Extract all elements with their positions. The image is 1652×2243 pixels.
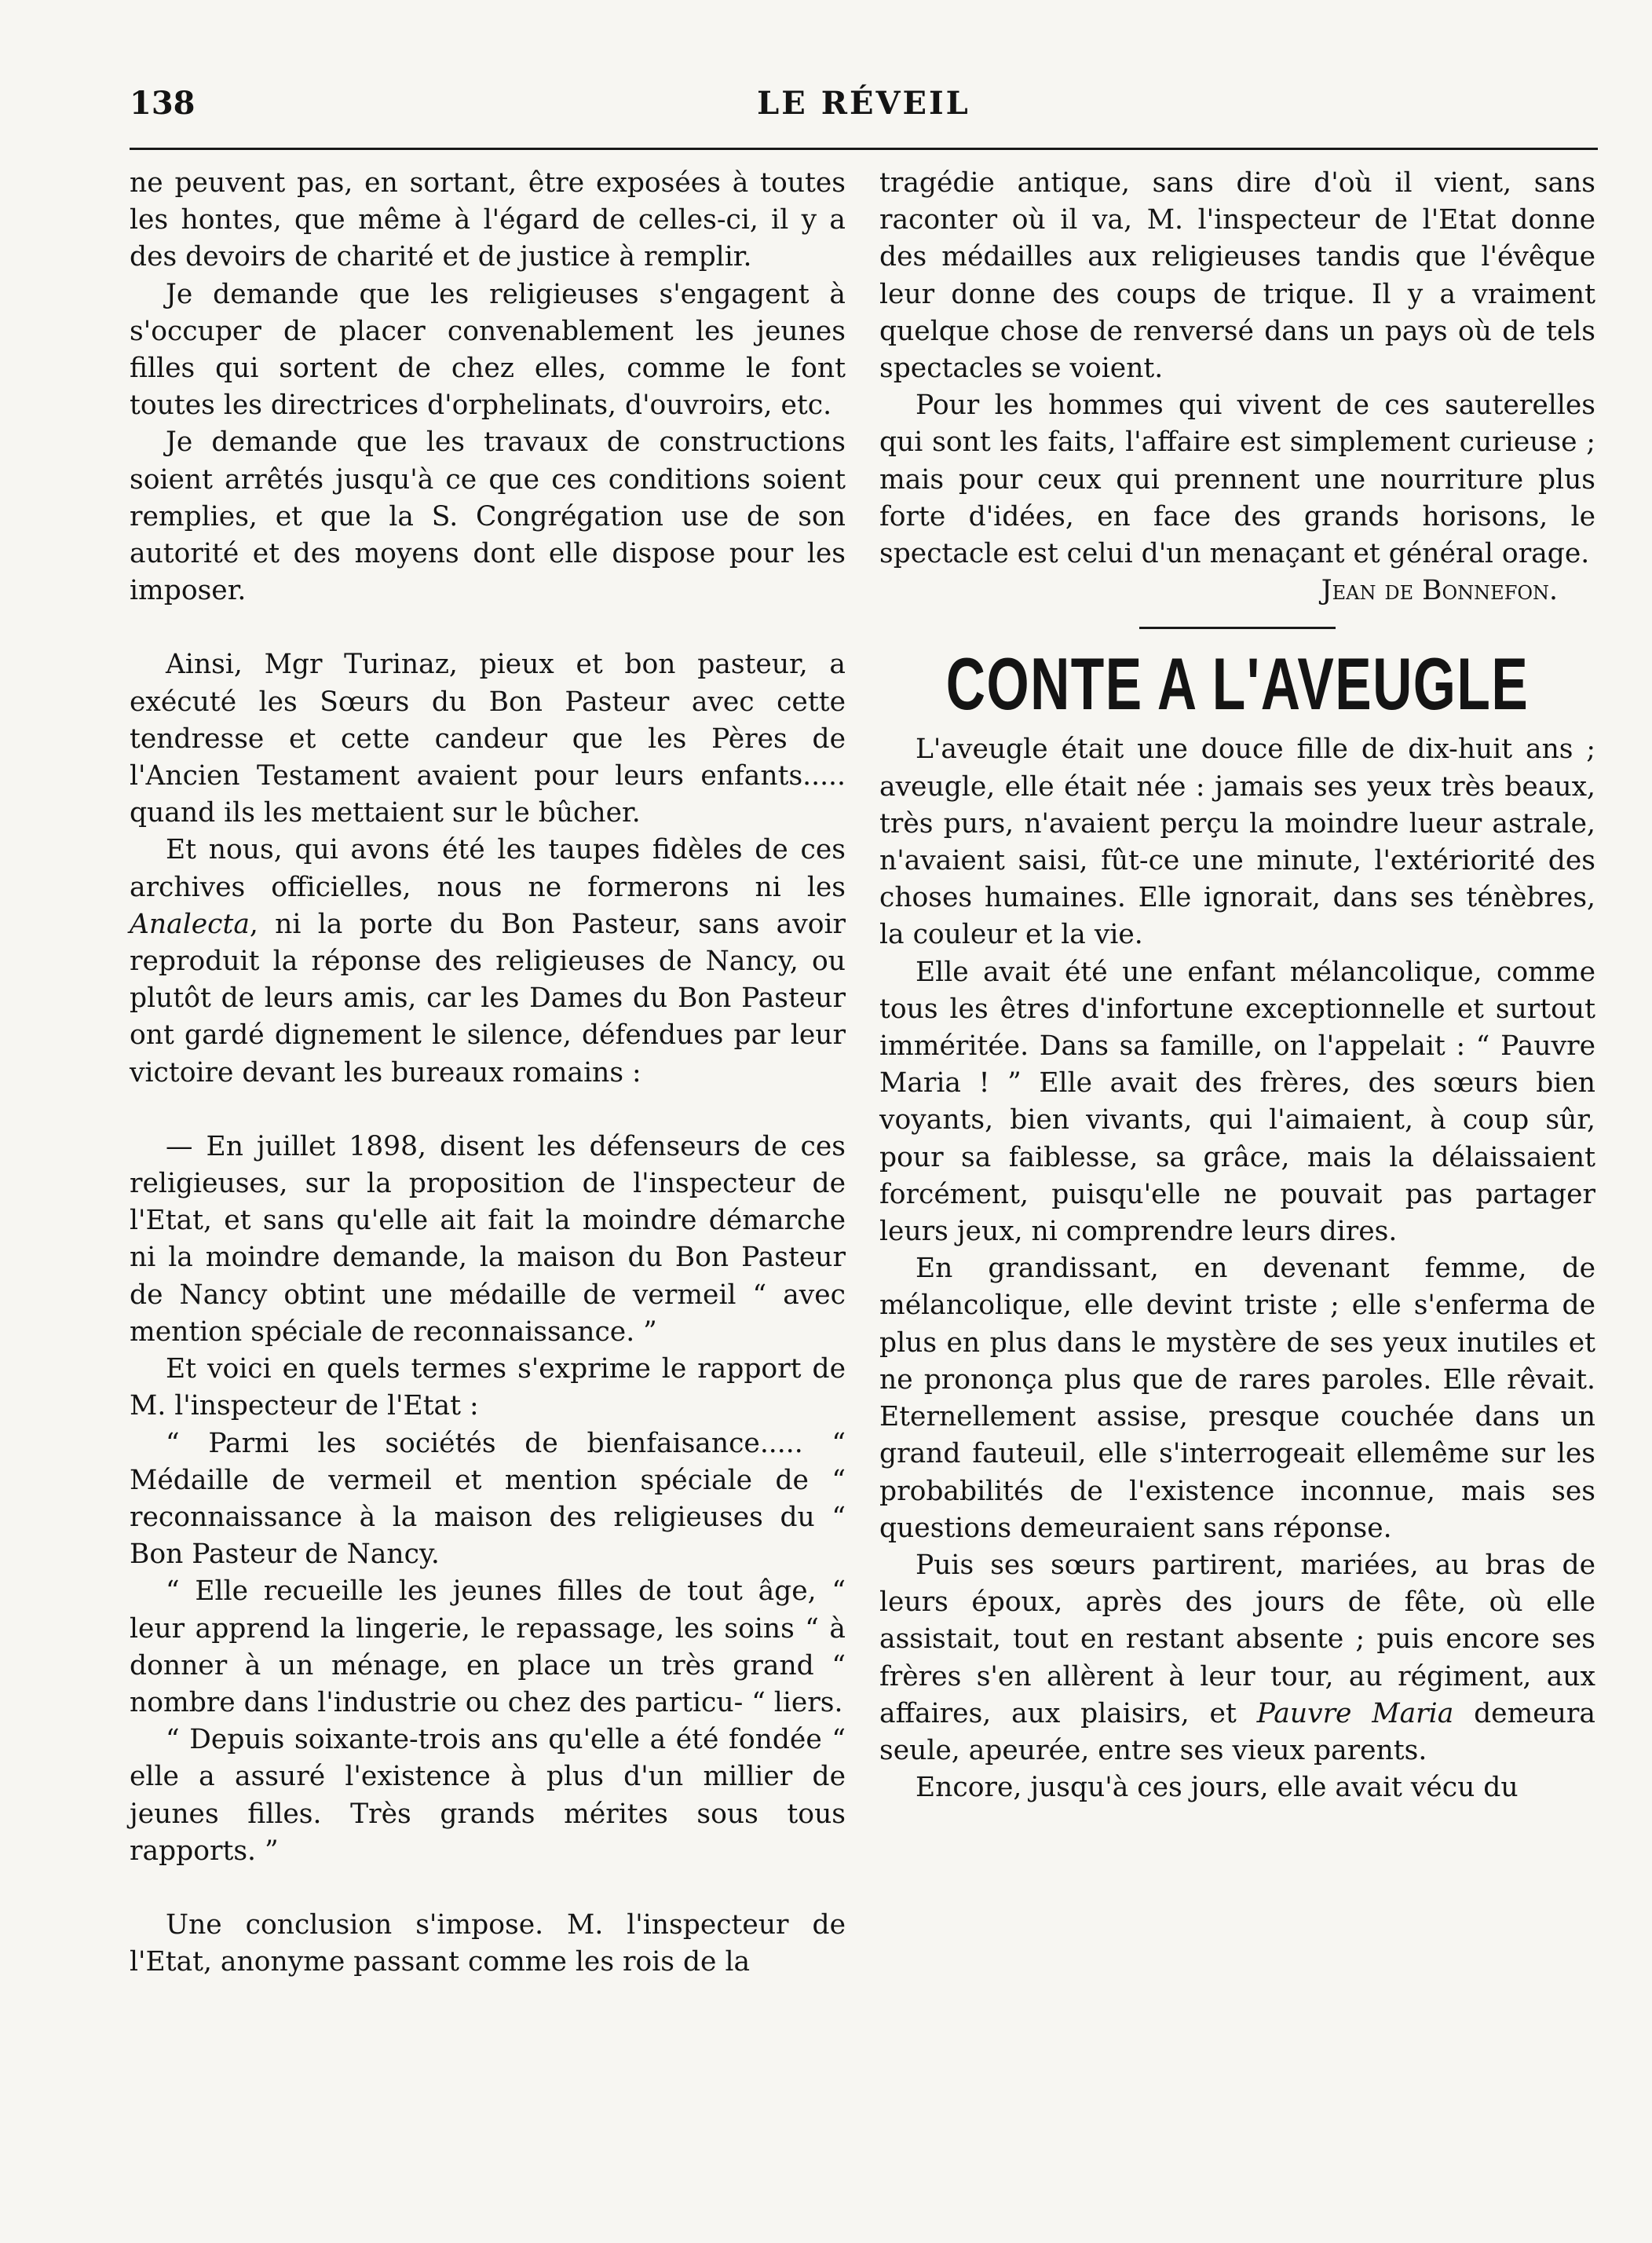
text-run: Et nous, qui avons été les taupes fidèles de ces archives officielles, nous ne formerons ni les <box>130 834 846 903</box>
page-header <box>130 85 1598 132</box>
section-divider <box>1139 627 1336 629</box>
paragraph: L'aveugle était une douce fille de dix-huit ans ; aveugle, elle était née : jamais ses yeux très beaux, très purs, n'avaient perçu la moindre lueur astrale, n'avaient saisi, fût-ce une minute, l'extériorité des choses humaines. Elle ignorait, dans ses ténèbres, la couleur et la vie. <box>879 734 1595 951</box>
paragraph: ne peuvent pas, en sortant, être exposées à toutes les hontes, que même à l'égard de celles-ci, il y a des devoirs de charité et de justice à remplir. <box>130 167 846 273</box>
paragraph: Je demande que les travaux de constructions soient arrêtés jusqu'à ce que ces conditions soient remplies, et que la S. Congrégation use de son autorité et des moyens dont elle dispose pour les imposer. <box>130 426 846 607</box>
paragraph: Encore, jusqu'à ces jours, elle avait vécu du <box>916 1772 1519 1804</box>
text-run: , ni la porte du Bon Pasteur, sans avoir reproduit la réponse des religieuses de Nancy, ou plutôt de leurs amis, car les Dames du Bon Pasteur ont gardé dignement le silence, défendues par leur victoire devant les bureaux romains : <box>130 908 846 1089</box>
paragraph: Et voici en quels termes s'exprime le rapport de M. l'inspecteur de l'Etat : <box>130 1353 846 1422</box>
italic-title: Analecta <box>130 908 250 940</box>
text-run: demeura seule, apeurée, entre ses vieux parents. <box>879 1697 1595 1766</box>
paragraph: En grandissant, en devenant femme, de mélancolique, elle devint triste ; elle s'enferma de plus en plus dans le mystère de ses yeux inutiles et ne prononça plus que de rares paroles. Elle rêvait. Eternellement assise, presque couchée dans un grand fauteuil, elle s'interrogeait ellemême sur les probabilités de l'existence inconnue, mais ses questions demeuraient sans réponse. <box>879 1253 1595 1544</box>
quote-paragraph: “ Depuis soixante-trois ans qu'elle a été fondée “ elle a assuré l'existence à plus d'un millier de jeunes filles. Très grands mérites sous tous rapports. ” <box>130 1724 846 1867</box>
italic-name: Pauvre Maria <box>1256 1697 1454 1729</box>
paragraph: — En juillet 1898, disent les défenseurs de ces religieuses, sur la proposition de l'inspecteur de l'Etat, et sans qu'elle ait fait la moindre démarche ni la moindre demande, la maison du Bon Pasteur de Nancy obtint une médaille de vermeil “ avec mention spéciale de reconnaissance. ” <box>130 1130 846 1348</box>
author-signature: Jean de Bonnefon. <box>1321 575 1558 607</box>
paragraph: Je demande que les religieuses s'engagent à s'occuper de placer convenablement les jeunes filles qui sortent de chez elles, comme le font toutes les directrices d'orphelinats, d'ouvroirs, etc. <box>130 278 846 422</box>
paragraph: Une conclusion s'impose. M. l'inspecteur de l'Etat, anonyme passant comme les rois de la <box>130 1908 846 1978</box>
quote-paragraph: “ Elle recueille les jeunes filles de tout âge, “ leur apprend la lingerie, le repassage, les soins “ à donner à un ménage, en place un très grand “ nombre dans l'industrie ou chez des particu- “ liers. <box>130 1575 846 1718</box>
paragraph <box>879 1547 1595 1769</box>
header-rule <box>130 148 1598 150</box>
story-title: CONTE A L'AVEUGLE <box>945 642 1530 726</box>
paragraph: Ainsi, Mgr Turinaz, pieux et bon pasteur, a exécuté les Sœurs du Bon Pasteur avec cette tendresse et cette candeur que les Pères de l'Ancien Testament avaient pour leurs enfants..... quand ils les mettaient sur le bûcher. <box>130 649 846 829</box>
left-column <box>130 165 846 1981</box>
text-run: Puis ses sœurs partirent, mariées, au bras de leurs époux, après des jours de fête, où elle assistait, tout en restant absente ; puis encore ses frères s'en allèrent à leur tour, au régiment, aux affaires, aux plaisirs, et <box>879 1549 1595 1729</box>
paragraph: Elle avait été une enfant mélancolique, comme tous les êtres d'infortune exceptionnelle et surtout imméritée. Dans sa famille, on l'appelait : “ Pauvre Maria ! ” Elle avait des frères, des sœurs bien voyants, bien vivants, qui l'aimaient, à coup sûr, pour sa faiblesse, sa grâce, mais la délaissaient forcément, puisqu'elle ne pouvait pas partager leurs jeux, ni comprendre leurs dires. <box>879 956 1595 1248</box>
paragraph <box>130 832 846 1091</box>
quote-paragraph: “ Parmi les sociétés de bienfaisance..... “ Médaille de vermeil et mention spéciale de “ reconnaissance à la maison des religieuses du “ Bon Pasteur de Nancy. <box>130 1427 846 1571</box>
paragraph: tragédie antique, sans dire d'où il vient, sans raconter où il va, M. l'inspecteur de l'Etat donne des médailles aux religieuses tandis que l'évêque leur donne des coups de trique. Il y a vraiment quelque chose de renversé dans un pays où de tels spectacles se voient. <box>879 167 1595 385</box>
right-column <box>879 165 1595 1806</box>
page-number: 138 <box>130 85 196 122</box>
running-title: LE RÉVEIL <box>757 85 970 122</box>
paragraph: Pour les hommes qui vivent de ces sauterelles qui sont les faits, l'affaire est simplement curieuse ; mais pour ceux qui prennent une nourriture plus forte d'idées, en face des grands horisons, le spectacle est celui d'un menaçant et général orage. <box>879 390 1595 570</box>
